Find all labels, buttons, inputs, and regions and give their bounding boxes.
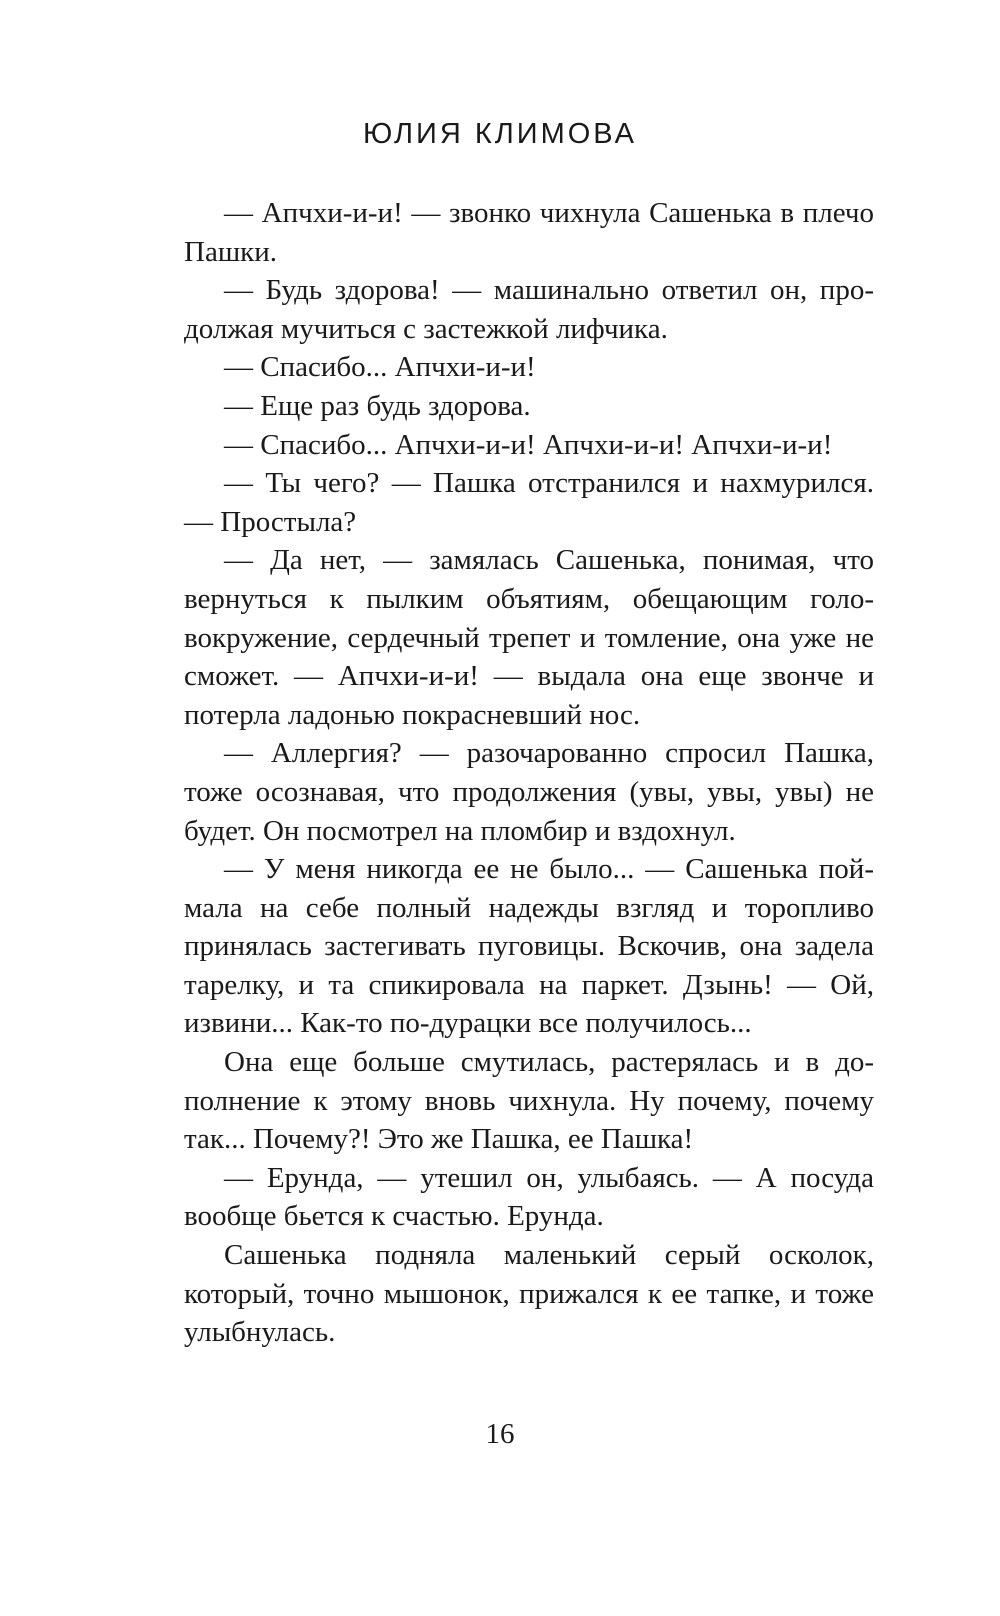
paragraph: — Спасибо... Апчхи-и-и! Апчхи-и-и! Апчхи-и-и! [224,428,833,461]
body-text [184,194,874,1352]
paragraph: — Да нет, — замялась Сашенька, понимая, что вернуться к пылким объятиям, обещающим головокружение, сердечный трепет и томление, она уже не сможет. — Апчхи-и-и! — выдала она еще звонче и потерла ладонью покрасневший нос. [184,544,874,731]
paragraph: — Аллергия? — разочарованно спросил Пашка, тоже осознавая, что продолжения (увы, увы, увы) не будет. Он посмотрел на пломбир и вздохнул. [184,737,874,847]
paragraph: Она еще больше смутилась, растерялась и в дополнение к этому вновь чихнула. Ну почему, почему так... Почему?! Это же Пашка, ее Пашка! [184,1046,874,1156]
paragraph: — Ерунда, — утешил он, улыбаясь. — А посуда вообще бьется к счастью. Ерунда. [184,1161,874,1233]
page-number: 16 [485,1418,515,1450]
paragraph: — У меня никогда ее не было... — Сашенька поймала на себе полный надежды взгляд и торопливо принялась застегивать пуговицы. Вскочив, она задела тарелку, и та спикировала на паркет. Дзынь! — Ой, извини... Как-то по-дурацки все получилось... [184,853,874,1040]
paragraph: — Ты чего? — Пашка отстранился и нахмурился. — Простыла? [184,467,874,538]
running-header-author: ЮЛИЯ КЛИМОВА [362,118,638,150]
paragraph: — Будь здорова! — машинально ответил он, продолжая мучиться с застежкой лифчика. [184,274,874,345]
paragraph: — Спасибо... Апчхи-и-и! [224,351,536,384]
paragraph: — Апчхи-и-и! — звонко чихнула Сашенька в плечо Пашки. [184,197,874,268]
paragraph: Сашенька подняла маленький серый осколок, который, точно мышонок, прижался к ее тапке, и тоже улыбнулась. [184,1239,874,1349]
paragraph: — Еще раз будь здорова. [224,389,531,422]
